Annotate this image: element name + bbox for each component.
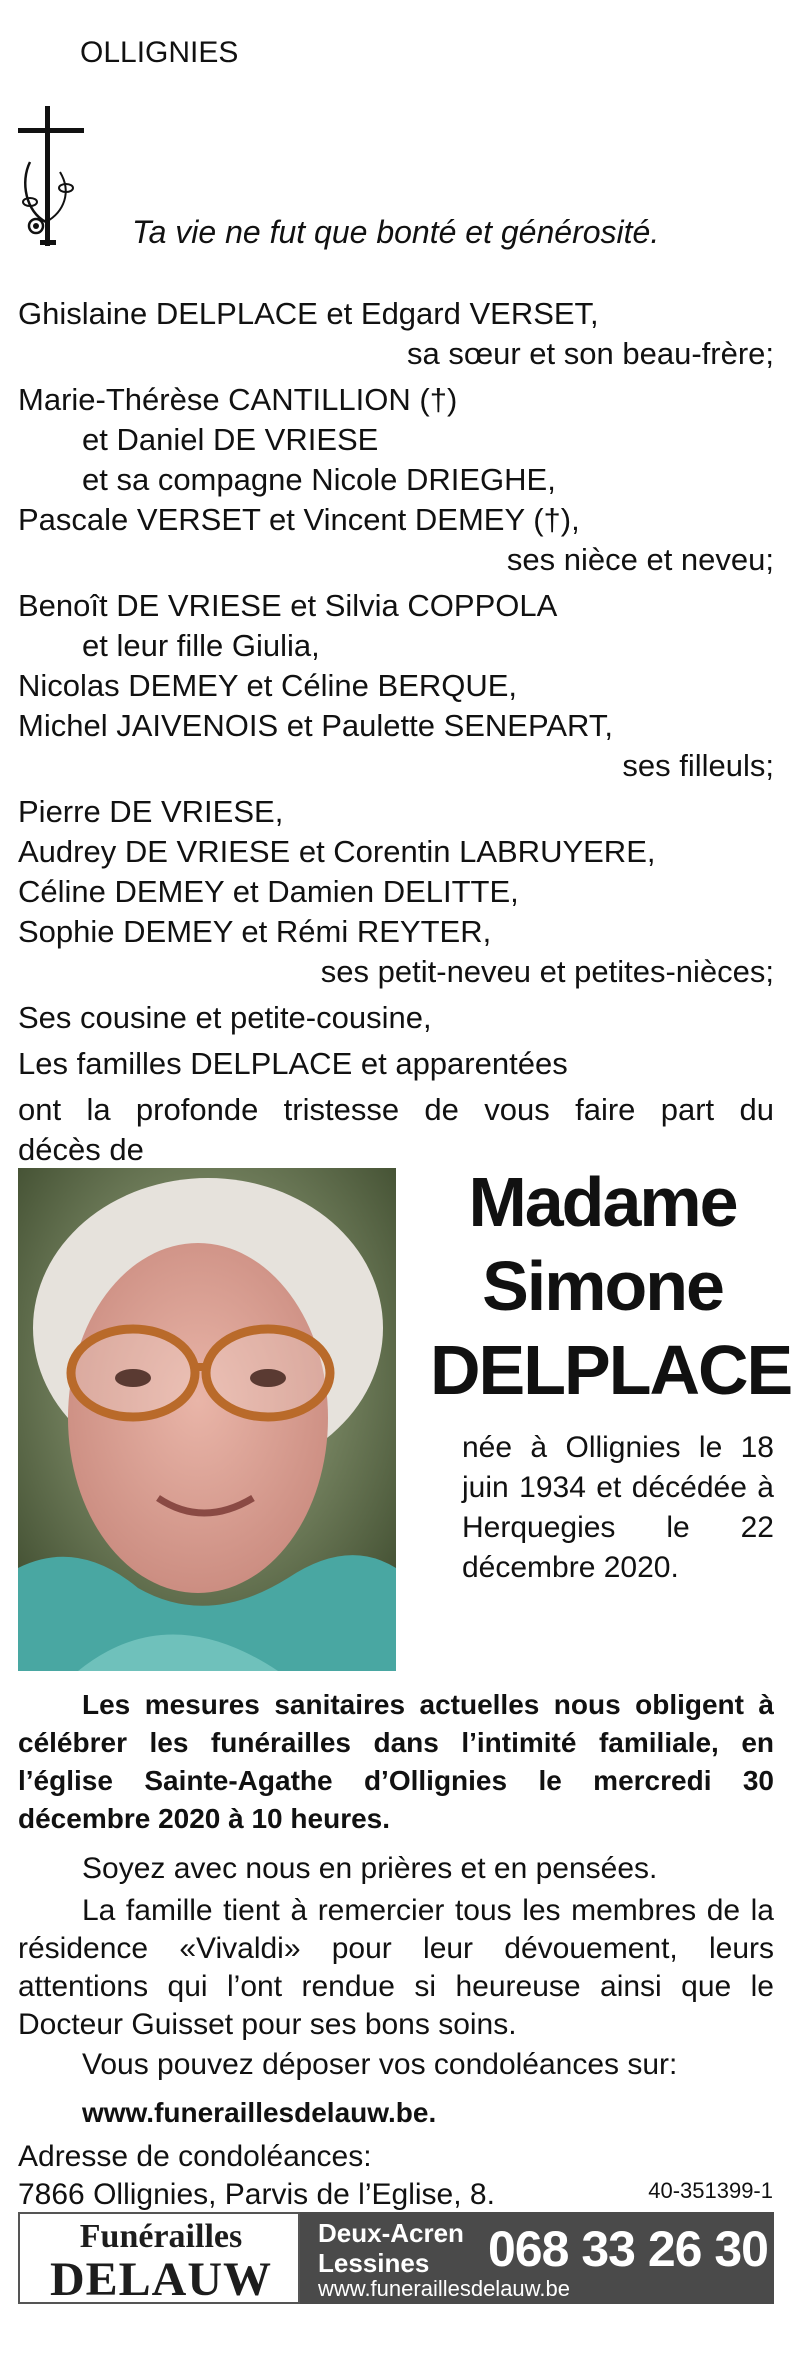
logo: [18, 2212, 300, 2304]
family-line: et sa compagne Nicole DRIEGHE,: [82, 462, 556, 497]
logo-bottom-text: DELAUW: [49, 2253, 273, 2306]
logo-top-text: Funérailles: [79, 2218, 243, 2255]
reference-number: 40-351399-1: [648, 2178, 773, 2203]
location-1: Deux-Acren: [318, 2218, 464, 2248]
family-line: ses nièce et neveu;: [506, 542, 774, 577]
condolences-intro: Vous pouvez déposer vos condoléances sur:: [82, 2048, 678, 2081]
funeral-notice: [18, 1686, 774, 1838]
family-line: ont la profonde tristesse de vous faire part du: [18, 1092, 774, 1127]
family-line: Les familles DELPLACE et apparentées: [18, 1046, 568, 1081]
address: 7866 Ollignies, Parvis de l’Eglise, 8.: [18, 2178, 495, 2211]
family-line: et Daniel DE VRIESE: [82, 422, 379, 457]
family-line: et leur fille Giulia,: [82, 628, 320, 663]
last-name: DELPLACE: [430, 1331, 791, 1409]
family-line: ses petit-neveu et petites-nièces;: [320, 954, 774, 989]
family-line: Ghislaine DELPLACE et Edgard VERSET,: [18, 296, 599, 331]
family-line: Nicolas DEMEY et Céline BERQUE,: [18, 668, 518, 703]
family-line: Sophie DEMEY et Rémi REYTER,: [18, 914, 492, 949]
funeral-home-banner: [18, 2212, 774, 2304]
location-2: Lessines: [318, 2248, 430, 2278]
family-line: sa sœur et son beau-frère;: [407, 336, 774, 371]
family-line: Marie-Thérèse CANTILLION (†): [18, 382, 458, 417]
family-line: Ses cousine et petite-cousine,: [18, 1000, 432, 1035]
family-line: Benoît DE VRIESE et Silvia COPPOLA: [18, 588, 558, 623]
town-name: OLLIGNIES: [80, 36, 239, 69]
condolences-link[interactable]: www.funeraillesdelauw.be.: [82, 2097, 437, 2128]
family-line: décès de: [18, 1132, 144, 1167]
deceased-name: [430, 1160, 791, 1412]
phone-number[interactable]: 068 33 26 30: [488, 2221, 768, 2277]
title: Madame: [468, 1163, 737, 1241]
website-link[interactable]: www.funeraillesdelauw.be: [318, 2276, 570, 2301]
address-label: Adresse de condoléances:: [18, 2140, 372, 2173]
family-line: Pascale VERSET et Vincent DEMEY (†),: [18, 502, 580, 537]
motto: Ta vie ne fut que bonté et générosité.: [132, 214, 660, 250]
funeral-details: Les mesures sanitaires actuelles nous obligent à célébrer les funérailles dans l’intimité familiale, en l’église Sainte-Agathe d’Ollignies le mercredi 30 décembre 2020 à 10 heures.: [18, 1689, 774, 1834]
family-line: Michel JAIVENOIS et Paulette SENEPART,: [18, 708, 613, 743]
family-list: [18, 294, 774, 1170]
portrait-photo: [18, 1168, 396, 1671]
thanks-text: La famille tient à remercier tous les membres de la résidence «Vivaldi» pour leur dévouement, leurs attentions qui l’ont rendue si heureuse ainsi que le Docteur Guisset pour ses bons soins.: [18, 1894, 774, 2041]
family-line: ses filleuls;: [622, 748, 774, 783]
family-line: Pierre DE VRIESE,: [18, 794, 284, 829]
cross-with-rose-icon: [16, 102, 86, 250]
family-line: Audrey DE VRIESE et Corentin LABRUYERE,: [18, 834, 656, 869]
first-name: Simone: [482, 1247, 723, 1325]
prayer-text: Soyez avec nous en prières et en pensées.: [82, 1852, 658, 1885]
family-line: Céline DEMEY et Damien DELITTE,: [18, 874, 519, 909]
birth-death-text: née à Ollignies le 18 juin 1934 et décédée à Herquegies le 22 décembre 2020.: [462, 1431, 774, 1584]
